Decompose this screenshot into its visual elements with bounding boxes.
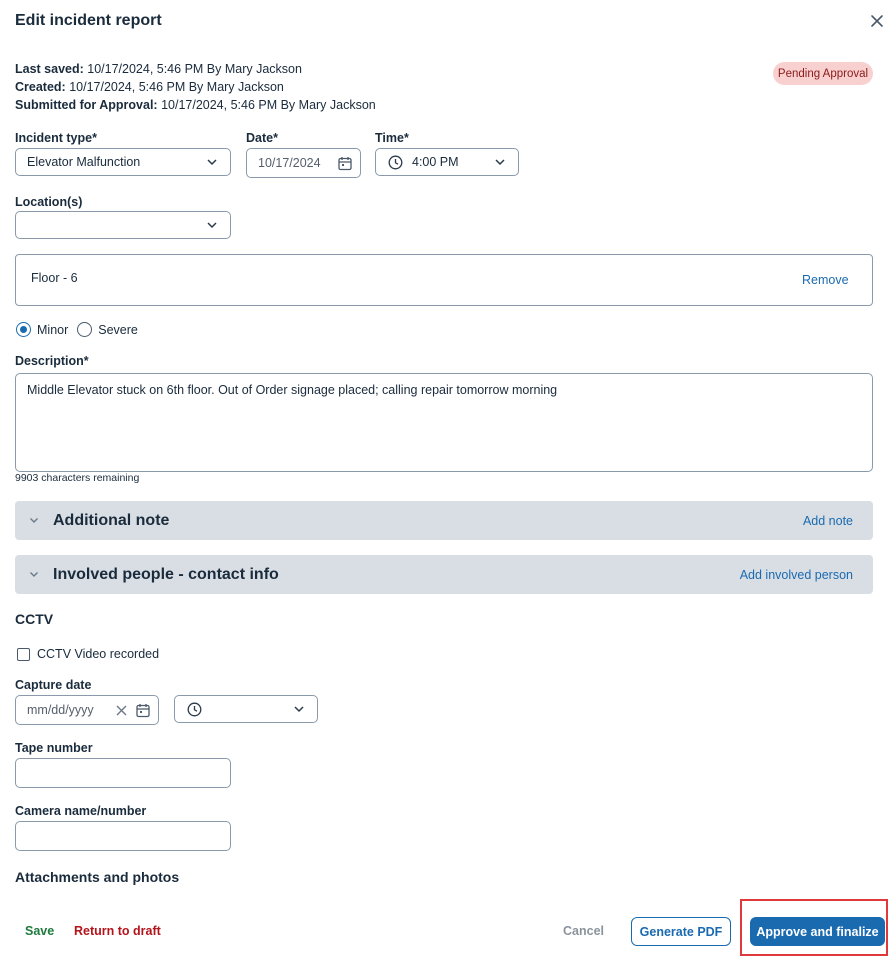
calendar-icon[interactable]: [338, 156, 352, 171]
close-button[interactable]: [868, 12, 886, 30]
generate-pdf-button[interactable]: Generate PDF: [631, 917, 731, 946]
location-select[interactable]: [15, 211, 231, 239]
chevron-down-icon: [293, 705, 305, 713]
capture-date-input[interactable]: [15, 695, 159, 725]
cctv-title: CCTV: [15, 611, 54, 627]
created-value: 10/17/2024, 5:46 PM By Mary Jackson: [65, 80, 284, 94]
time-value: 4:00 PM: [412, 155, 459, 169]
additional-note-title: Additional note: [53, 511, 170, 529]
location-item-name: Floor - 6: [31, 271, 78, 285]
involved-people-section[interactable]: [15, 555, 873, 594]
capture-date-label: Capture date: [15, 678, 92, 692]
chevron-down-icon: [494, 158, 506, 166]
chevron-down-icon: [206, 221, 218, 229]
description-textarea[interactable]: Middle Elevator stuck on 6th floor. Out of Order signage placed; calling repair tomorrow morning: [15, 373, 873, 472]
incident-type-label: Incident type*: [15, 131, 97, 145]
cctv-video-label: CCTV Video recorded: [37, 647, 160, 661]
location-list: [15, 254, 873, 306]
submitted-info: [15, 98, 376, 112]
cancel-button[interactable]: Cancel: [563, 924, 604, 938]
attachments-title: Attachments and photos: [15, 869, 180, 885]
tape-number-input[interactable]: [15, 758, 231, 788]
last-saved-value: 10/17/2024, 5:46 PM By Mary Jackson: [83, 62, 302, 76]
capture-time-select[interactable]: [174, 695, 318, 723]
highlight-box: [740, 899, 888, 956]
involved-people-title: Involved people - contact info: [53, 565, 279, 583]
dialog-title: Edit incident report: [15, 12, 162, 29]
capture-date-placeholder: mm/dd/yyyy: [27, 703, 94, 717]
description-label: Description*: [15, 354, 89, 368]
incident-type-value: Elevator Malfunction: [27, 155, 141, 169]
minor-radio[interactable]: [16, 322, 31, 337]
cctv-video-recorded[interactable]: [17, 647, 159, 661]
created-label: Created:: [15, 80, 66, 94]
return-to-draft-button[interactable]: Return to draft: [74, 924, 161, 938]
clock-icon: [388, 155, 403, 170]
incident-type-select[interactable]: [15, 148, 231, 176]
last-saved-label: Last saved:: [15, 62, 84, 76]
severe-label: Severe: [98, 322, 138, 337]
submitted-label: Submitted for Approval:: [15, 98, 158, 112]
clear-icon[interactable]: [116, 705, 127, 716]
camera-label: Camera name/number: [15, 804, 147, 818]
date-label: Date*: [246, 131, 278, 145]
camera-input[interactable]: [15, 821, 231, 851]
tape-number-label: Tape number: [15, 741, 93, 755]
save-button[interactable]: Save: [25, 924, 55, 938]
submitted-value: 10/17/2024, 5:46 PM By Mary Jackson: [157, 98, 376, 112]
location-label: Location(s): [15, 195, 83, 209]
date-input[interactable]: [246, 148, 361, 178]
chevron-down-icon[interactable]: [29, 571, 39, 578]
characters-remaining: 9903 characters remaining: [15, 472, 140, 484]
cctv-video-checkbox[interactable]: [17, 648, 30, 661]
add-note-link[interactable]: Add note: [802, 513, 853, 528]
time-label: Time*: [375, 131, 409, 145]
clock-icon: [187, 702, 202, 717]
remove-location-link[interactable]: Remove: [802, 273, 849, 287]
severe-radio[interactable]: [77, 322, 92, 337]
date-value: 10/17/2024: [258, 156, 321, 170]
chevron-down-icon[interactable]: [29, 517, 39, 524]
approve-and-finalize-button[interactable]: Approve and finalize: [750, 917, 885, 946]
created-info: [15, 80, 284, 94]
calendar-icon[interactable]: [136, 703, 150, 718]
chevron-down-icon: [206, 158, 218, 166]
last-saved: [15, 62, 302, 76]
status-badge: Pending Approval: [773, 62, 873, 85]
minor-label: Minor: [37, 322, 69, 337]
close-icon: [868, 12, 886, 30]
severity-group: [16, 322, 138, 337]
time-select[interactable]: [375, 148, 519, 176]
add-involved-person-link[interactable]: Add involved person: [739, 567, 853, 582]
additional-note-section[interactable]: [15, 501, 873, 540]
